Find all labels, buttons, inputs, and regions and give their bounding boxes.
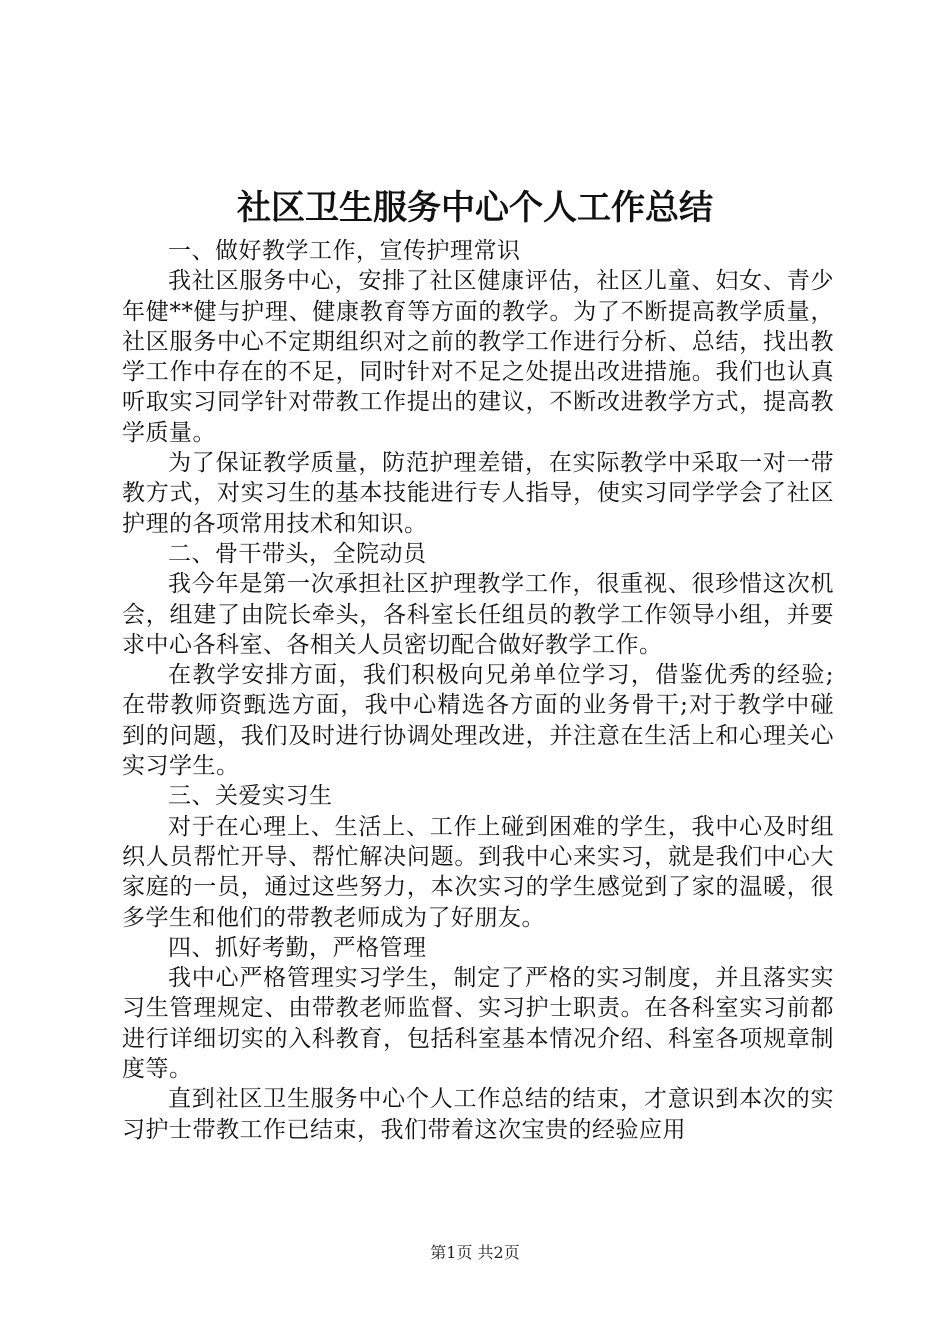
document-title: 社区卫生服务中心个人工作总结 [237,188,713,228]
paragraph: 对于在心理上、生活上、工作上碰到困难的学生，我中心及时组织人员帮忙开导、帮忙解决问题。到我中心来实习，就是我们中心大家庭的一员，通过这些努力，本次实习的学生感觉到了家的温暖，很多学生和他们的带教老师成为了好朋友。 [122,813,834,931]
section-heading-1: 一、做好教学工作，宣传护理常识 [168,238,521,264]
paragraph: 为了保证教学质量，防范护理差错，在实际教学中采取一对一带教方式，对实习生的基本技能进行专人指导，使实习同学学会了社区护理的各项常用技术和知识。 [122,450,834,537]
section-heading-3: 三、关爱实习生 [168,783,333,810]
page-footer: 第1页 共2页 [430,1243,520,1262]
paragraph: 我今年是第一次承担社区护理教学工作，很重视、很珍惜这次机会，组建了由院长牵头，各科室长任组员的教学工作领导小组，并要求中心各科室、各相关人员密切配合做好教学工作。 [122,571,834,658]
paragraph: 在教学安排方面，我们积极向兄弟单位学习，借鉴优秀的经验;在带教师资甄选方面，我中心精选各方面的业务骨干;对于教学中碰到的问题，我们及时进行协调处理改进，并注意在生活上和心理关心实习学生。 [122,662,834,780]
document-body [122,236,834,1145]
paragraph: 我社区服务中心，安排了社区健康评估，社区儿童、妇女、青少年健**健与护理、健康教育等方面的教学。为了不断提高教学质量，社区服务中心不定期组织对之前的教学工作进行分析、总结，找出教学工作中存在的不足，同时针对不足之处提出改进措施。我们也认真听取实习同学针对带教工作提出的建议，不断改进教学方式，提高教学质量。 [122,268,834,446]
paragraph: 直到社区卫生服务中心个人工作总结的结束，才意识到本次的实习护士带教工作已结束，我们带着这次宝贵的经验应用 [122,1086,834,1143]
section-heading-4: 四、抓好考勤，严格管理 [168,934,427,961]
paragraph: 我中心严格管理实习学生，制定了严格的实习制度，并且落实实习生管理规定、由带教老师监督、实习护士职责。在各科室实习前都进行详细切实的入科教育，包括科室基本情况介绍、科室各项规章制度等。 [122,965,834,1083]
section-heading-2: 二、骨干带头，全院动员 [168,540,427,567]
